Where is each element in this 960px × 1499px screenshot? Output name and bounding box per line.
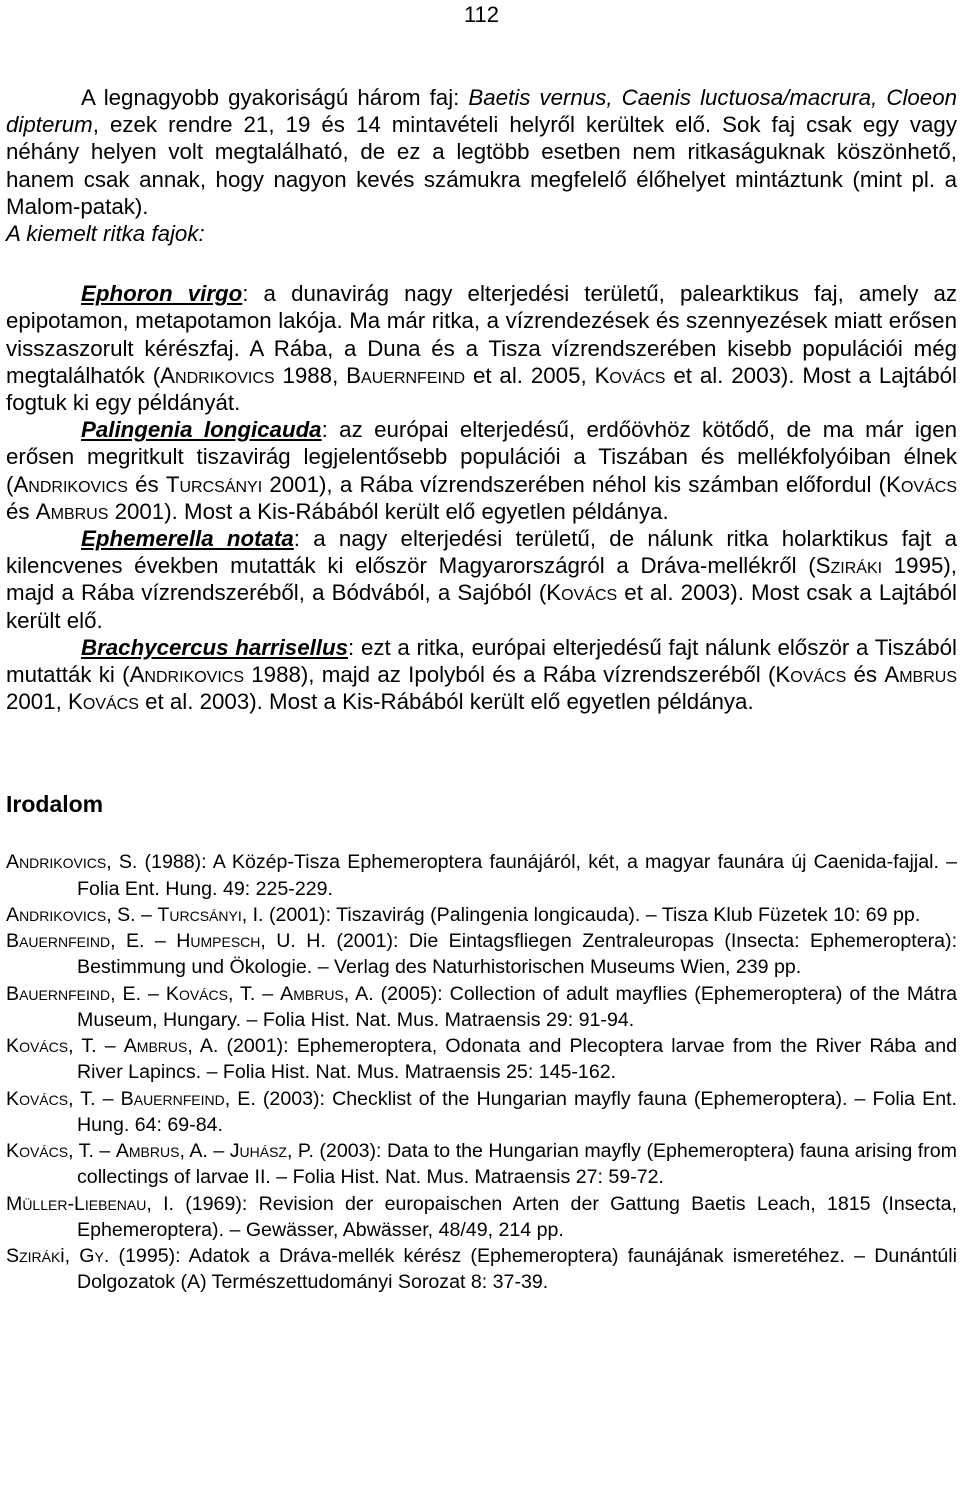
author: Kovács xyxy=(68,689,139,715)
reference-item xyxy=(6,849,957,902)
author: Kovács xyxy=(6,1087,69,1110)
species-paragraph-brachycercus xyxy=(6,634,957,716)
text: , P. (2003): Data to the Hungarian mayfly (Ephemeroptera) fauna arising from collectings of larvae II. – Folia Hist. Nat. Mus. Matraensis 27: 59-72. xyxy=(77,1140,957,1189)
author: Ambrus xyxy=(884,662,957,688)
text: , E. – xyxy=(110,982,166,1005)
document-page xyxy=(6,0,957,1296)
author: Szirák xyxy=(6,1245,61,1268)
author: Turcsányi xyxy=(165,471,263,497)
author: Andrikovics xyxy=(13,471,128,497)
text: 1988), majd az Ipolyból és a Rába vízrendszeréből ( xyxy=(244,662,776,688)
text: : a dunavirág nagy elterjedési területű, palearktikus faj, amely az epipotamon, metapotamon lakója. Ma már ritka, a vízrendezések és szennyezések miatt erősen visszaszorult kérészfaj. A Rába, a Duna és a Tisza vízrendszerében kisebb populációi még megtalálhatók ( xyxy=(6,281,957,388)
text: , T. – xyxy=(68,1087,121,1110)
reference-item xyxy=(6,1243,957,1296)
text: és xyxy=(846,662,885,688)
species-name: Palingenia longicauda xyxy=(81,417,322,443)
author: Ambrus xyxy=(35,498,109,524)
heading-text: A kiemelt ritka fajok: xyxy=(6,221,205,247)
reference-item xyxy=(6,1086,957,1139)
species-paragraph-ephemerella xyxy=(6,525,957,634)
text: i, xyxy=(60,1245,80,1268)
author: Kovács xyxy=(6,1140,69,1163)
text: , A. – xyxy=(179,1140,230,1163)
species-name: Brachycercus harrisellus xyxy=(81,634,349,660)
author: Bauernfeind xyxy=(120,1087,225,1110)
author: Bauernfeind xyxy=(6,982,111,1005)
text: , E. (2003): Checklist of the Hungarian mayfly fauna (Ephemeroptera). – Folia Ent. Hung. 64: 69-84. xyxy=(77,1087,957,1136)
text: : az európai elterjedésű, erdőövhöz kötődő, de ma már igen erősen megritkult tiszavirág legjelentősebb populációi a Tiszában és mellékfolyóiban élnek ( xyxy=(6,417,957,497)
author: Kovács xyxy=(6,1035,69,1058)
text: 1995), majd a Rába vízrendszeréből, a Bódvából, a Sajóból ( xyxy=(6,553,957,606)
intro-paragraph xyxy=(6,84,957,220)
author: Müller-Liebenau xyxy=(6,1192,147,1215)
page-number: 112 xyxy=(463,2,500,27)
species-name: Ephoron virgo xyxy=(81,281,243,307)
author: Ambrus xyxy=(115,1140,180,1163)
author: Humpesch xyxy=(176,930,261,953)
text: , U. H. (2001): Die Eintagsfliegen Zentraleuropas (Insecta: Ephemeroptera): Bestimmung und Ökologie. – Verlag des Naturhistorischen Museums Wien, 239 pp. xyxy=(77,930,958,979)
species-names: Baetis vernus, Caenis luctuosa/macrura, Cloeon dipterum xyxy=(6,85,957,138)
text: : ezt a ritka, európai elterjedésű fajt nálunk először a Tiszából mutatták ki ( xyxy=(6,634,957,688)
text: et al. 2003). Most a Lajtából fogtuk ki egy példányát. xyxy=(6,362,957,416)
text: , S. (1988): A Közép-Tisza Ephemeroptera faunájáról, két, a magyar faunára új Caenida-fajjal. – Folia Ent. Hung. 49: 225-229. xyxy=(77,851,957,900)
author: Kovács xyxy=(546,580,618,606)
text: 2001, xyxy=(6,689,68,715)
text: , I. (1969): Revision der europaischen Arten der Gattung Baetis Leach, 1815 (Insecta, Ephemeroptera). – Gewässer, Abwässer, 48/49, 214 pp. xyxy=(77,1192,957,1241)
author: Juhász xyxy=(229,1140,287,1163)
author: Ambrus xyxy=(123,1035,188,1058)
text: : a nagy elterjedési területű, de nálunk ritka holarktikus fajt a kilencvenes években mutatták ki először Magyarországról a Dráva-mellékről ( xyxy=(6,526,957,579)
text: , T. – xyxy=(68,1140,116,1163)
author: Gy xyxy=(79,1245,104,1268)
author: Andrikovics xyxy=(129,662,245,688)
text: 2001). Most a Kis-Rábából került elő egyetlen példánya. xyxy=(108,498,669,524)
author: Andrikovics xyxy=(6,903,107,926)
text: , ezek rendre 21, 19 és 14 mintavételi helyről kerültek elő. Sok faj csak egy vagy néhány helyen volt megtalálható, de ez a legtöbb esetben nem ritkaságuknak köszönhető, hanem csak annak, hogy nagyon kevés számukra megfelelő élőhelyet mintáztunk (mint pl. a Malom-patak). xyxy=(6,112,957,219)
reference-item xyxy=(6,981,957,1034)
author: Kovács xyxy=(165,982,228,1005)
author: Bauernfeind xyxy=(346,362,466,388)
text: et al. 2003). Most csak a Lajtából került elő. xyxy=(6,580,957,633)
species-name: Ephemerella notata xyxy=(81,526,294,552)
references-list xyxy=(6,849,957,1295)
reference-item xyxy=(6,902,957,928)
text: és xyxy=(127,471,166,497)
text: et al. 2003). Most a Kis-Rábából került elő egyetlen példánya. xyxy=(138,689,754,715)
text: , A. (2005): Collection of adult mayflies (Ephemeroptera) of the Mátra Museum, Hungary. – Folia Hist. Nat. Mus. Matraensis 29: 91-94. xyxy=(77,982,958,1031)
author: Kovács xyxy=(775,662,847,688)
text: . (1995): Adatok a Dráva-mellék kérész (Ephemeroptera) faunájának ismeretéhez. – Dunántúli Dolgozatok (A) Természettudományi Sorozat 8: 37-39. xyxy=(77,1245,957,1294)
text: , A. (2001): Ephemeroptera, Odonata and Plecoptera larvae from the River Rába and River Lapincs. – Folia Hist. Nat. Mus. Matraensis 25: 145-162. xyxy=(77,1035,957,1084)
author: Kovács xyxy=(594,362,666,388)
author: Ambrus xyxy=(280,982,344,1005)
text: et al. 2005, xyxy=(465,362,595,388)
author: Turcsányi xyxy=(157,903,242,926)
text: , I. (2001): Tiszavirág (Palingenia longicauda). – Tisza Klub Füzetek 10: 69 pp. xyxy=(241,903,921,926)
reference-item xyxy=(6,1138,957,1191)
species-paragraph-palingenia xyxy=(6,416,957,525)
reference-item xyxy=(6,1033,957,1086)
author: Bauernfeind xyxy=(6,930,111,953)
author: Andrikovics xyxy=(160,362,275,388)
text: 2001), a Rába vízrendszerében néhol kis számban előfordul ( xyxy=(262,471,887,497)
text: A legnagyobb gyakoriságú három faj: xyxy=(81,85,469,110)
text: , T. – xyxy=(227,982,281,1005)
text: és xyxy=(6,498,36,524)
author: Kovács xyxy=(886,471,957,497)
spacer xyxy=(6,715,957,791)
text: 1988, xyxy=(274,362,347,388)
text: , S. – xyxy=(106,903,158,926)
reference-item xyxy=(6,928,957,981)
reference-item xyxy=(6,1191,957,1244)
spacer xyxy=(6,247,957,280)
author: Andrikovics xyxy=(6,851,107,874)
author: Sziráki xyxy=(815,553,883,579)
rare-species-heading xyxy=(6,220,957,247)
references-title: Irodalom xyxy=(6,791,104,818)
text: , T. – xyxy=(68,1035,124,1058)
species-paragraph-ephoron xyxy=(6,280,957,416)
text: , E. – xyxy=(110,930,177,953)
